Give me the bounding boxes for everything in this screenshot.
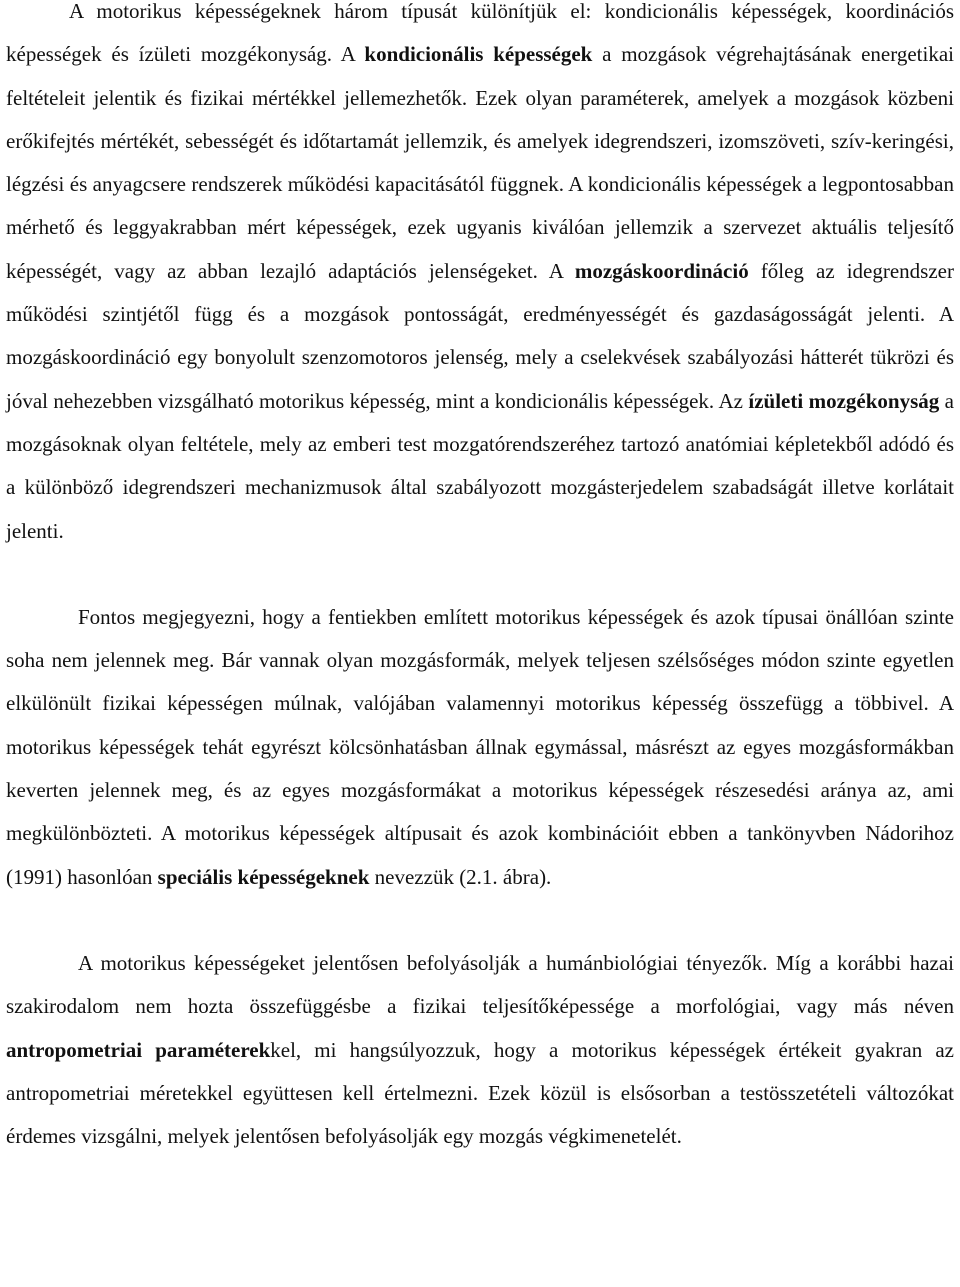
text-segment: a mozgások végrehajtásának energetikai feltételeit jelentik és fizikai mértékkel jellemezhetők. Ezek olyan paraméterek, amelyek a mozgások közbeni erőkifejtés mértékét, sebességét és időtartamát jellemzik, és amelyek idegrendszeri, izomszöveti, szív-keringési, légzési és anyagcsere rendszerek működési kapacitásától függnek. A kondicionális képességek a legpontosabban mérhető és leggyakrabban mért képességek, ezek ugyanis kiválóan jellemzik a szervezet aktuális teljesítő képességét, vagy az abban lezajló adaptációs jelenségeket. A: [6, 42, 954, 283]
text-segment: kel, mi hangsúlyozzuk, hogy a motorikus képességek értékeit gyakran az antropometriai méretekkel együttesen kell értelmezni. Ezek közül is elsősorban a testösszetételi változókat érdemes vizsgálni, melyek jelentősen befolyásolják egy mozgás végkimenetelét.: [6, 1037, 954, 1149]
bold-term-conditional-abilities: kondicionális képességek: [364, 42, 593, 67]
paragraph-motor-abilities: [6, 0, 954, 553]
paragraph-human-biology: [6, 942, 954, 1158]
paragraph-interrelation: [6, 596, 954, 899]
bold-term-coordination: mozgáskoordináció: [574, 258, 749, 283]
bold-term-anthropometric: antropometriai paraméterek: [6, 1037, 271, 1062]
bold-term-joint-mobility: ízületi mozgékonyság: [748, 388, 940, 413]
text-segment: főleg az idegrendszer működési szintjétől függ és a mozgások pontosságát, eredményességét és gazdaságosságát jelenti. A mozgáskoordináció egy bonyolult szenzomotoros jelenség, mely a cselekvések szabályozási hátterét tükrözi és jóval nehezebben vizsgálható motorikus képesség, mint a kondicionális képességek. Az: [6, 258, 954, 413]
text-segment: Fontos megjegyezni, hogy a fentiekben említett motorikus képességek és azok típusai önállóan szinte soha nem jelennek meg. Bár vannak olyan mozgásformák, melyek teljesen szélsőséges módon szinte egyetlen elkülönült fizikai képességen múlnak, valójában valamennyi motorikus képesség összefügg a többivel. A motorikus képességek tehát egyrészt kölcsönhatásban állnak egymással, másrészt az egyes mozgásformákban keverten jelennek meg, és az egyes mozgásformákat a motorikus képességek részesedési aránya az, ami megkülönbözteti. A motorikus képességek altípusait és azok kombinációit ebben a tankönyvben Nádorihoz (1991) hasonlóan: [6, 604, 954, 889]
text-segment: a mozgásoknak olyan feltétele, mely az emberi test mozgatórendszeréhez tartozó anatómiai képletekből adódó és a különböző idegrendszeri mechanizmusok által szabályozott mozgásterjedelem szabadságát illetve korlátait jelenti.: [6, 388, 955, 543]
text-segment: A motorikus képességeknek három típusát különítjük el: kondicionális képességek, koordinációs képességek és ízületi mozgékonyság. A: [6, 0, 954, 67]
text-segment: nevezzük (2.1. ábra).: [369, 864, 552, 889]
bold-term-special-abilities: speciális képességeknek: [157, 864, 370, 889]
text-segment: A motorikus képességeket jelentősen befolyásolják a humánbiológiai tényezők. Míg a korábbi hazai szakirodalom nem hozta összefüggésbe a fizikai teljesítőképessége a morfológiai, vagy más néven: [6, 950, 954, 1019]
